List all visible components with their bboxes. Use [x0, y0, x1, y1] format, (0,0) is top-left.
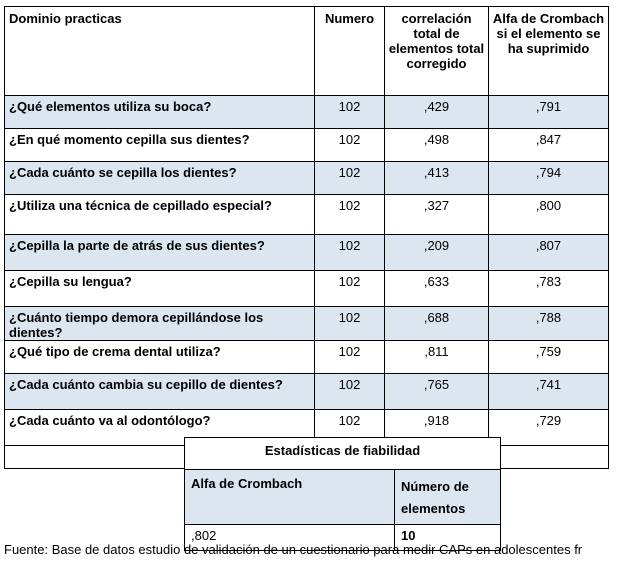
alfa-cell: ,807	[489, 235, 609, 271]
question-cell: ¿Cada cuánto va al odontólogo?	[5, 410, 315, 446]
header-correlacion: correlación total de elementos total corregido	[385, 7, 489, 96]
numero-cell: 102	[315, 341, 385, 374]
numero-cell: 102	[315, 271, 385, 307]
correlacion-cell: ,429	[385, 96, 489, 129]
question-cell: ¿Cuánto tiempo demora cepillándose los dientes?	[5, 307, 315, 341]
question-cell: ¿Cada cuánto cambia su cepillo de dientes?	[5, 374, 315, 410]
stats-header-alfa: Alfa de Crombach	[185, 470, 395, 525]
header-numero: Numero	[315, 7, 385, 96]
stats-header-elementos: Número de elementos	[395, 470, 501, 525]
spacer-cell	[489, 446, 609, 469]
source-footnote: Fuente: Base de datos estudio de validación de un cuestionario para medir CAPs en adolescentes fr	[4, 542, 583, 557]
stats-title: Estadísticas de fiabilidad	[185, 438, 501, 470]
alfa-cell: ,847	[489, 129, 609, 162]
reliability-items-table	[4, 6, 609, 469]
alfa-cell: ,788	[489, 307, 609, 341]
question-cell: ¿Cepilla la parte de atrás de sus dientes?	[5, 235, 315, 271]
numero-cell: 102	[315, 96, 385, 129]
table-row	[5, 271, 609, 307]
reliability-statistics-table	[184, 437, 501, 551]
alfa-cell: ,800	[489, 195, 609, 235]
numero-cell: 102	[315, 307, 385, 341]
table-row	[5, 195, 609, 235]
alfa-cell: ,759	[489, 341, 609, 374]
stats-header-row	[185, 470, 501, 525]
numero-cell: 102	[315, 162, 385, 195]
table-header-row	[5, 7, 609, 96]
table-row	[5, 374, 609, 410]
alfa-cell: ,741	[489, 374, 609, 410]
alfa-cell: ,729	[489, 410, 609, 446]
correlacion-cell: ,633	[385, 271, 489, 307]
correlacion-cell: ,811	[385, 341, 489, 374]
correlacion-cell: ,498	[385, 129, 489, 162]
question-cell: ¿Qué elementos utiliza su boca?	[5, 96, 315, 129]
table-row	[5, 341, 609, 374]
alfa-cell: ,794	[489, 162, 609, 195]
stats-alfa-value: ,802	[185, 525, 395, 551]
numero-cell: 102	[315, 235, 385, 271]
correlacion-cell: ,765	[385, 374, 489, 410]
correlacion-cell: ,209	[385, 235, 489, 271]
table-row	[5, 235, 609, 271]
correlacion-cell: ,413	[385, 162, 489, 195]
numero-cell: 102	[315, 129, 385, 162]
stats-title-row	[185, 438, 501, 470]
numero-cell: 102	[315, 374, 385, 410]
question-cell: ¿Utiliza una técnica de cepillado especial?	[5, 195, 315, 235]
table-row	[5, 307, 609, 341]
numero-cell: 102	[315, 410, 385, 446]
question-cell: ¿En qué momento cepilla sus dientes?	[5, 129, 315, 162]
correlacion-cell: ,918	[385, 410, 489, 446]
table-row	[5, 96, 609, 129]
correlacion-cell: ,688	[385, 307, 489, 341]
table-row	[5, 129, 609, 162]
question-cell: ¿Qué tipo de crema dental utiliza?	[5, 341, 315, 374]
header-alfa: Alfa de Crombach si el elemento se ha suprimido	[489, 7, 609, 96]
table-row	[5, 162, 609, 195]
numero-cell: 102	[315, 195, 385, 235]
header-domain: Dominio practicas	[5, 7, 315, 96]
question-cell: ¿Cada cuánto se cepilla los dientes?	[5, 162, 315, 195]
question-cell: ¿Cepilla su lengua?	[5, 271, 315, 307]
alfa-cell: ,791	[489, 96, 609, 129]
correlacion-cell: ,327	[385, 195, 489, 235]
stats-elementos-value: 10	[395, 525, 501, 551]
alfa-cell: ,783	[489, 271, 609, 307]
